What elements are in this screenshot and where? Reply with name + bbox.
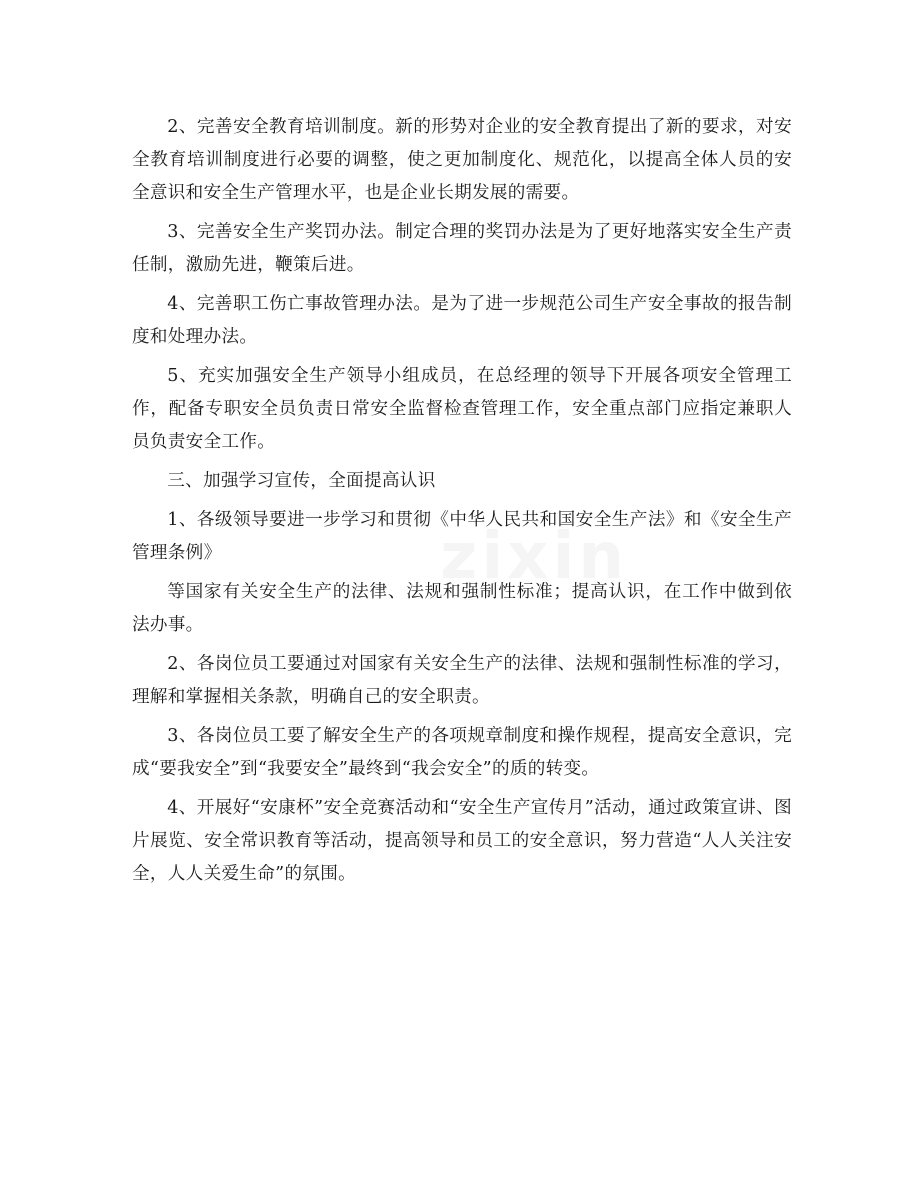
- paragraph-study-1-continued: 等国家有关安全生产的法律、法规和强制性标准；提高认识，在工作中做到依法办事。: [132, 582, 792, 635]
- document-body: [132, 111, 792, 897]
- watermark: zixin: [440, 520, 628, 594]
- paragraph-item-5: 5、充实加强安全生产领导小组成员，在总经理的领导下开展各项安全管理工作，配备专职安全员负责日常安全监督检查管理工作，安全重点部门应指定兼职人员负责安全工作。: [132, 366, 792, 452]
- paragraph-item-2: 2、完善安全教育培训制度。新的形势对企业的安全教育提出了新的要求，对安全教育培训制度进行必要的调整，使之更加制度化、规范化，以提高全体人员的安全意识和安全生产管理水平，也是企业长期发展的需要。: [132, 117, 792, 203]
- paragraph-item-4: 4、完善职工伤亡事故管理办法。是为了进一步规范公司生产安全事故的报告制度和处理办法。: [132, 294, 792, 347]
- paragraph-study-4: 4、开展好“安康杯”安全竞赛活动和“安全生产宣传月”活动，通过政策宣讲、图片展览、安全常识教育等活动，提高领导和员工的安全意识，努力营造“人人关注安全，人人关爱生命”的氛围。: [132, 798, 792, 884]
- paragraph-item-3: 3、完善安全生产奖罚办法。制定合理的奖罚办法是为了更好地落实安全生产责任制，激励先进，鞭策后进。: [132, 222, 792, 275]
- section-heading-three: 三、加强学习宣传，全面提高认识: [167, 471, 436, 491]
- paragraph-study-3: 3、各岗位员工要了解安全生产的各项规章制度和操作规程，提高安全意识，完成“要我安全”到“我要安全”最终到“我会安全”的质的转变。: [132, 726, 792, 779]
- paragraph-study-2: 2、各岗位员工要通过对国家有关安全生产的法律、法规和强制性标准的学习，理解和掌握相关条款，明确自己的安全职责。: [132, 654, 792, 707]
- paragraph-study-1: 1、各级领导要进一步学习和贯彻《中华人民共和国安全生产法》和《安全生产管理条例》: [132, 510, 792, 563]
